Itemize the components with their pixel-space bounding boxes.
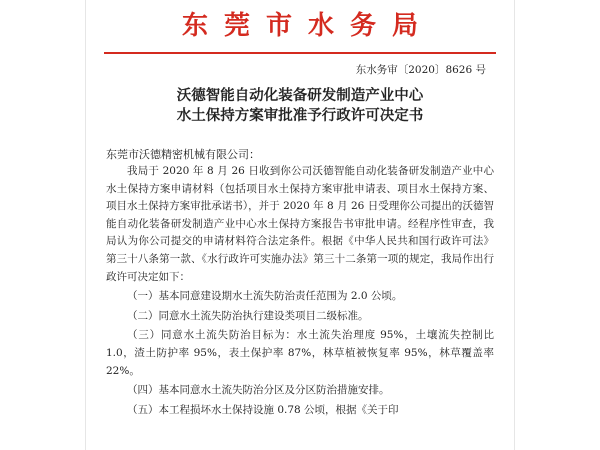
intro-paragraph: 我局于 2020 年 8 月 26 日收到你公司沃德智能自动化装备研发制造产业中心水土保持方案申请材料（包括项目水土保持方案审批申请表、项目水土保持方案、项目水土保持方案审批承诺书），并于 2020 年 8 月 26 日受理你公司提出的沃德智能自动化装备研发制造产业中心水土保持方案报告书审批申请。经程序性审查，我局认为你公司提交的申请材料符合法定条件。根据《中华人民共和国行政许可法》第三十八条第一款、《水行政许可实施办法》第三十二条第一项的规定，我局作出行政许可决定如下： bbox=[106, 165, 494, 283]
decision-item-4: （四）基本同意水土流失防治分区及分区防治措施安排。 bbox=[127, 384, 390, 397]
document-title bbox=[106, 86, 494, 126]
header-divider bbox=[104, 52, 496, 54]
decision-item-3: （三）同意水土流失防治目标为：水土流失治理度 95%，土壤流失控制比 1.0，渣土防护率 95%，表土保护率 87%，林草植被恢复率 95%，林草覆盖率 22%。 bbox=[106, 329, 494, 377]
letterhead-title: 东莞市水务局 bbox=[181, 11, 434, 41]
decision-item-5: （五）本工程损坏水土保持设施 0.78 公顷，根据《关于印 bbox=[127, 403, 399, 416]
decision-item-2: （二）同意水土流失防治执行建设类项目二级标准。 bbox=[127, 309, 369, 322]
title-line-2: 水土保持方案审批准予行政许可决定书 bbox=[176, 108, 424, 124]
document-number: 东水务审〔2020〕8626 号 bbox=[355, 64, 486, 76]
title-line-1: 沃德智能自动化装备研发制造产业中心 bbox=[176, 88, 424, 104]
decision-item-1: （一）基本同意建设期水土流失防治责任范围为 2.0 公顷。 bbox=[127, 290, 403, 303]
addressee: 东莞市沃德精密机械有限公司： bbox=[106, 148, 260, 161]
document-page bbox=[85, 0, 515, 450]
